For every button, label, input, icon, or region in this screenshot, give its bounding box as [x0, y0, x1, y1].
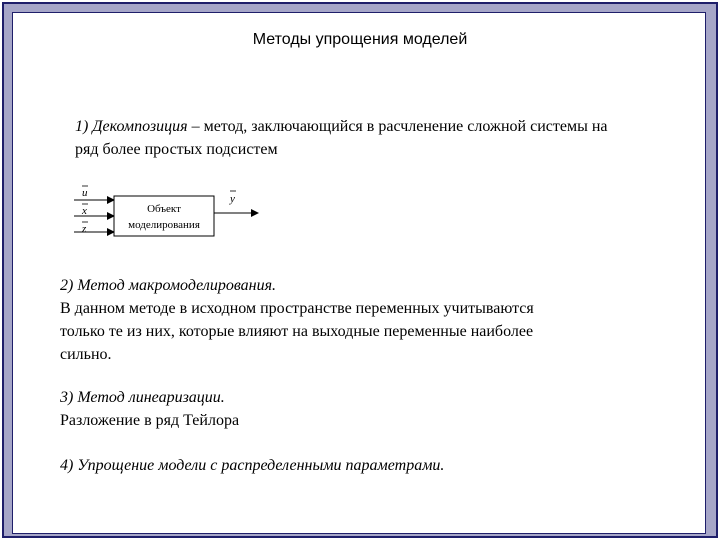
decomposition-text-line2: ряд более простых подсистем — [75, 141, 278, 158]
input-x-label: x — [82, 205, 87, 217]
input-z-label: z — [82, 223, 87, 235]
page-title: Методы упрощения моделей — [252, 31, 468, 48]
macromodeling-label: 2) Метод макромоделирования. — [60, 277, 277, 294]
output-y-label: y — [230, 193, 235, 205]
macromodeling-line2: только те из них, которые влияют на выходные переменные наиболее — [60, 323, 534, 340]
block-label-line2: моделирования — [128, 219, 200, 231]
item-linearization — [60, 386, 239, 432]
linearization-label: 3) Метод линеаризации. — [60, 389, 225, 406]
item-macromodeling — [60, 274, 534, 366]
decomposition-text-line1: – метод, заключающийся в расчленение сложной системы на — [187, 118, 608, 135]
object-model-diagram — [72, 180, 272, 240]
block-label-line1: Объект — [147, 203, 181, 215]
input-u-label: u — [82, 187, 88, 199]
item-decomposition — [75, 115, 608, 161]
decomposition-label: 1) Декомпозиция — [75, 118, 188, 135]
macromodeling-line3: сильно. — [60, 346, 112, 363]
macromodeling-line1: В данном методе в исходном пространстве переменных учитываются — [60, 300, 534, 317]
distributed-params-label: 4) Упрощение модели с распределенными параметрами. — [60, 457, 445, 474]
linearization-text: Разложение в ряд Тейлора — [60, 412, 240, 429]
item-distributed-params — [60, 454, 444, 477]
